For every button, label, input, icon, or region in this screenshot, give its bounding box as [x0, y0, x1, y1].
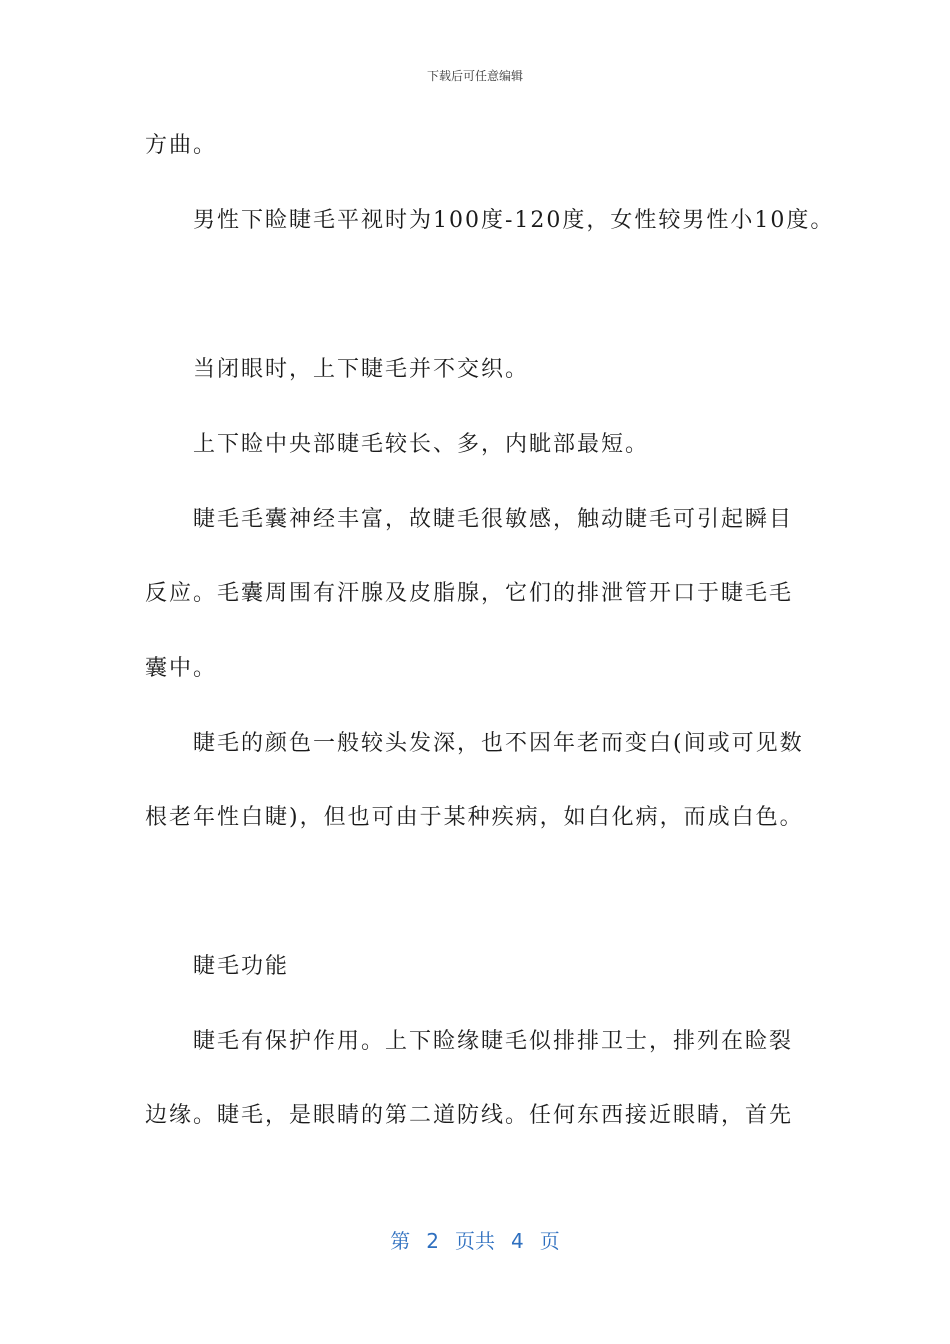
footer-current-page: 2: [426, 1229, 439, 1253]
body-line: 反应。毛囊周围有汗腺及皮脂腺，它们的排泄管开口于睫毛毛: [145, 581, 794, 606]
body-line: 根老年性白睫)，但也可由于某种疾病，如白化病，而成白色。: [145, 805, 804, 830]
footer-total-pages: 4: [511, 1229, 524, 1253]
body-line: 上下睑中央部睫毛较长、多，内眦部最短。: [193, 432, 650, 457]
body-line: 方曲。: [145, 133, 218, 158]
footer-label-end: 页: [539, 1229, 560, 1253]
footer-label-total: 页共: [455, 1229, 495, 1253]
body-line: 睫毛的颜色一般较头发深，也不因年老而变白(间或可见数: [193, 731, 804, 756]
body-line: 当闭眼时，上下睫毛并不交织。: [193, 357, 530, 382]
page-header: 下载后可任意编辑: [426, 69, 523, 83]
section-heading: 睫毛功能: [193, 954, 290, 979]
page-footer: [0, 1225, 950, 1254]
body-line: 边缘。睫毛，是眼睛的第二道防线。任何东西接近眼睛，首先: [145, 1103, 794, 1128]
footer-label-page: 第: [390, 1229, 411, 1253]
body-line: 睫毛毛囊神经丰富，故睫毛很敏感，触动睫毛可引起瞬目: [193, 507, 794, 532]
body-line: 男性下睑睫毛平视时为100度-120度，女性较男性小10度。: [193, 208, 835, 233]
body-line: 睫毛有保护作用。上下睑缘睫毛似排排卫士，排列在睑裂: [193, 1029, 794, 1054]
body-line: 囊中。: [145, 656, 218, 681]
